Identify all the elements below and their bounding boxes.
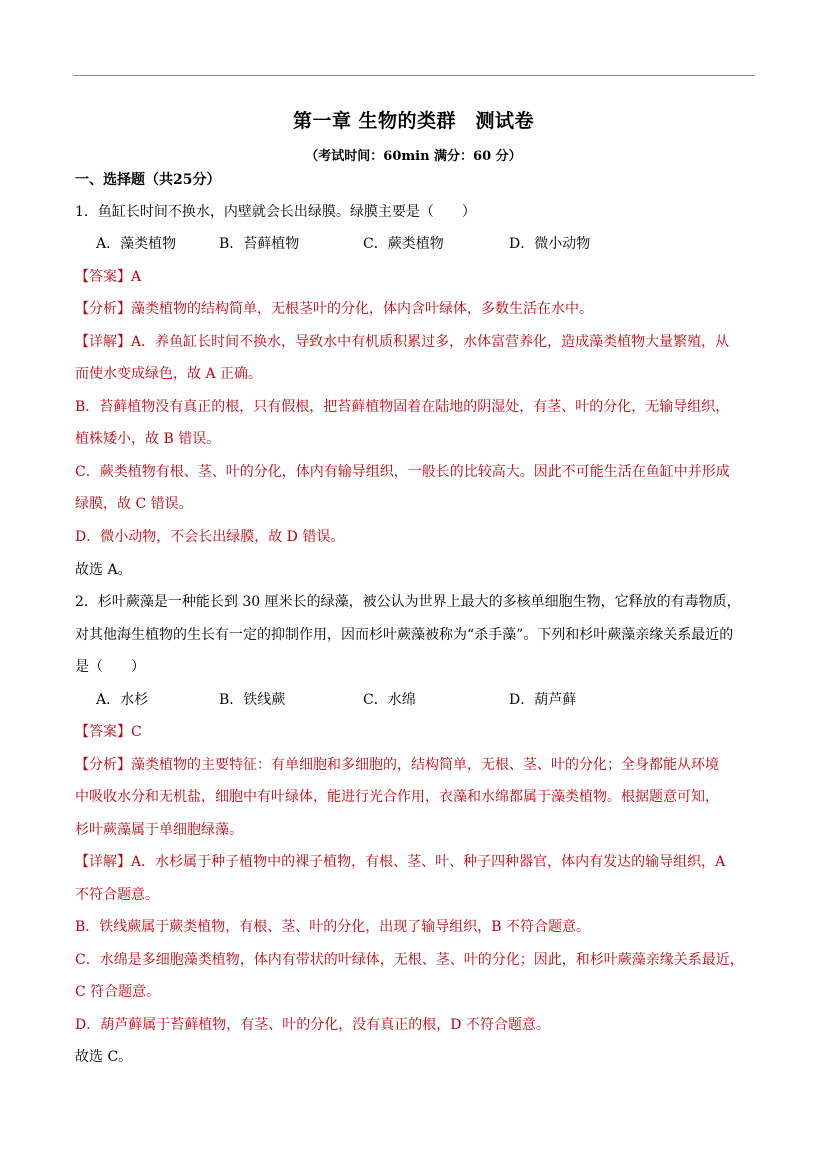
q2-option-c: C．水绵	[363, 692, 416, 708]
q2-stem-a: 2．杉叶蕨藻是一种能长到 30 厘米长的绿藻，被公认为世界上最大的多核单细胞生物，它释放的有毒物质，	[75, 594, 741, 610]
q2-option-d: D．葫芦藓	[509, 692, 577, 708]
q1-option-b: B．苔藓植物	[219, 236, 300, 252]
q1-stem: 1．鱼缸长时间不换水，内壁就会长出绿膜。绿膜主要是（ ）	[75, 204, 476, 220]
q2-analysis-b: 中吸收水分和无机盐，细胞中有叶绿体，能进行光合作用，衣藻和水绵都属于藻类植物。根据题意可知，	[75, 789, 719, 805]
q2-analysis-a: 【分析】藻类植物的主要特征：有单细胞和多细胞的，结构简单，无根、茎、叶的分化；全身都能从环境	[75, 757, 719, 773]
page-title: 第一章 生物的类群 测试卷	[292, 110, 535, 132]
q1-detail-1a: 【详解】A．养鱼缸长时间不换水，导致水中有机质积累过多，水体富营养化，造成藻类植物大量繁殖，从	[75, 334, 730, 350]
q2-detail-3b: C 符合题意。	[75, 984, 161, 1000]
header-rule	[73, 75, 755, 76]
q1-option-a: A．藻类植物	[96, 236, 177, 252]
q2-detail-2: B．铁线蕨属于蕨类植物，有根、茎、叶的分化，出现了输导组织，B 不符合题意。	[75, 919, 591, 935]
q2-detail-3a: C．水绵是多细胞藻类植物，体内有带状的叶绿体，无根、茎、叶的分化；因此，和杉叶蕨藻亲缘关系最近，	[75, 952, 744, 968]
q1-detail-2b: 植株矮小，故 B 错误。	[75, 431, 221, 447]
q1-conclusion: 故选 A。	[75, 562, 132, 578]
q2-answer: 【答案】C	[75, 724, 142, 740]
section-heading: 一、选择题（共25分）	[75, 172, 221, 188]
q1-detail-3b: 绿膜，故 C 错误。	[75, 496, 193, 512]
q2-detail-4: D．葫芦藓属于苔藓植物，有茎、叶的分化，没有真正的根，D 不符合题意。	[75, 1017, 550, 1033]
q2-stem-c: 是（ ）	[75, 659, 145, 675]
q2-option-b: B．铁线蕨	[219, 692, 286, 708]
q2-detail-1a: 【详解】A．水杉属于种子植物中的裸子植物，有根、茎、叶、种子四种器官，体内有发达的输导组织，A	[75, 854, 726, 870]
q1-option-d: D．微小动物	[509, 236, 591, 252]
q1-option-c: C．蕨类植物	[363, 236, 444, 252]
q2-option-a: A．水杉	[96, 692, 149, 708]
q1-detail-3a: C．蕨类植物有根、茎、叶的分化，体内有输导组织，一般长的比较高大。因此不可能生活在鱼缸中并形成	[75, 464, 730, 480]
q1-detail-1b: 而使水变成绿色，故 A 正确。	[75, 366, 263, 382]
q2-analysis-c: 杉叶蕨藻属于单细胞绿藻。	[75, 822, 243, 838]
q2-stem-b: 对其他海生植物的生长有一定的抑制作用，因而杉叶蕨藻被称为“杀手藻”。下列和杉叶蕨藻亲缘关系最近的	[75, 627, 734, 643]
q1-analysis: 【分析】藻类植物的结构简单，无根茎叶的分化，体内含叶绿体，多数生活在水中。	[75, 301, 593, 317]
q1-detail-4: D．微小动物，不会长出绿膜，故 D 错误。	[75, 529, 345, 545]
q2-detail-1b: 不符合题意。	[75, 887, 159, 903]
exam-info: （考试时间：60min 满分：60 分）	[305, 149, 522, 164]
q1-detail-2a: B．苔藓植物没有真正的根，只有假根，把苔藓植物固着在陆地的阴湿处，有茎、叶的分化，无输导组织，	[75, 399, 730, 415]
q2-conclusion: 故选 C。	[75, 1049, 133, 1065]
q1-answer: 【答案】A	[75, 269, 142, 285]
